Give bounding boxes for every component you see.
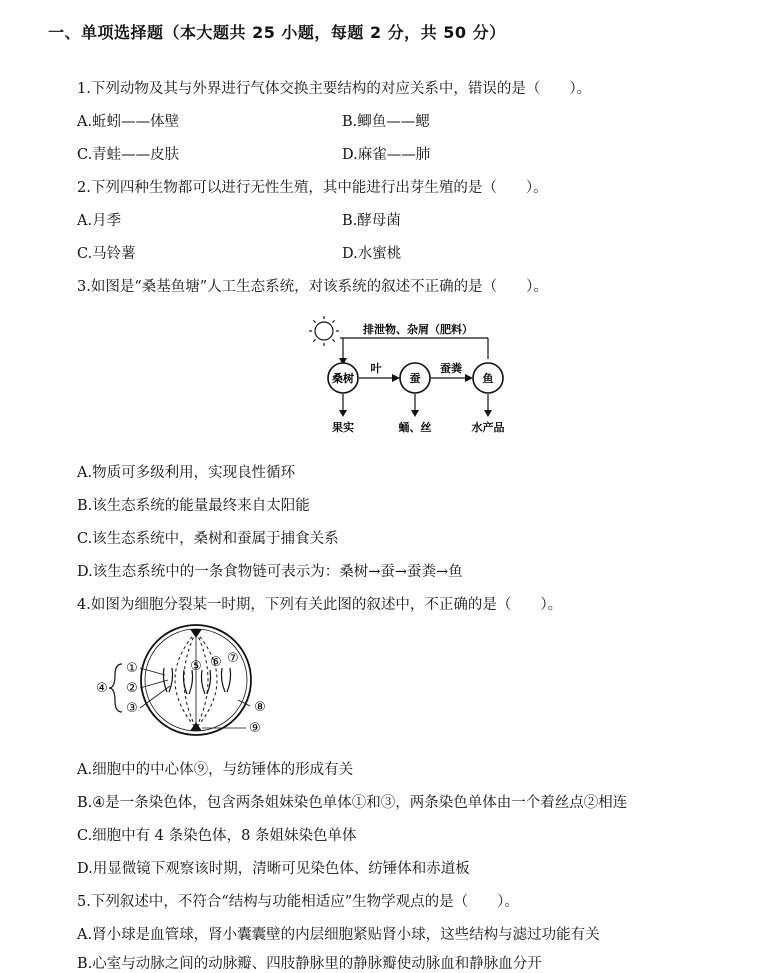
output-cocoon: 蛹、丝 [398, 421, 432, 434]
sun-icon [309, 316, 339, 346]
label-6: ⑥ [210, 655, 222, 670]
question-2-option-a[interactable]: A.月季 [77, 213, 122, 229]
arrow-leaf-label: 叶 [370, 362, 382, 375]
question-1-option-a[interactable]: A.蚯蚓——体壁 [77, 114, 180, 130]
section-title: 一、单项选择题（本大题共 25 小题，每题 2 分，共 50 分） [48, 23, 506, 42]
question-1-option-c[interactable]: C.青蛙——皮肤 [77, 147, 180, 163]
question-2-option-c[interactable]: C.马铃薯 [77, 246, 136, 262]
question-2-option-b[interactable]: B.酵母菌 [342, 213, 401, 229]
label-7: ⑦ [227, 651, 239, 666]
brace [109, 664, 122, 712]
label-3: ③ [126, 701, 138, 716]
top-feedback-line [340, 338, 488, 359]
label-8: ⑧ [254, 700, 266, 715]
down-arrow-3-head [484, 410, 492, 417]
node-silkworm-label: 蚕 [409, 372, 421, 385]
question-3-option-c[interactable]: C.该生态系统中，桑树和蚕属于捕食关系 [77, 531, 339, 547]
down-arrow-1-head [339, 410, 347, 417]
question-3-option-a[interactable]: A.物质可多级利用，实现良性循环 [77, 465, 296, 481]
question-3-stem: 3.如图是“桑基鱼塘”人工生态系统，对该系统的叙述不正确的是（ ）。 [77, 279, 548, 295]
question-3-option-b[interactable]: B.该生态系统的能量最终来自太阳能 [77, 498, 310, 514]
node-mulberry-label: 桑树 [332, 372, 354, 385]
label-leader-lines-right [202, 700, 250, 728]
cell-division-diagram [92, 620, 278, 744]
output-aquatic: 水产品 [471, 421, 505, 434]
question-3-option-d[interactable]: D.该生态系统中的一条食物链可表示为：桑树→蚕→蚕粪→鱼 [77, 564, 463, 580]
arrow-leaf-head [392, 374, 400, 382]
label-1: ① [126, 661, 138, 676]
label-5: ⑤ [190, 659, 202, 674]
question-1-stem: 1.下列动物及其与外界进行气体交换主要结构的对应关系中，错误的是（ ）。 [77, 81, 592, 97]
question-4-option-d[interactable]: D.用显微镜下观察该时期，清晰可见染色体、纺锤体和赤道板 [77, 861, 470, 877]
label-9: ⑨ [249, 721, 261, 736]
node-fish-label: 鱼 [482, 372, 494, 385]
question-1-option-b[interactable]: B.鲫鱼——鳃 [342, 114, 430, 130]
down-arrow-2-head [411, 410, 419, 417]
question-1-option-d[interactable]: D.麻雀——肺 [342, 147, 431, 163]
question-4-option-c[interactable]: C.细胞中有 4 条染色体，8 条姐妹染色单体 [77, 828, 357, 844]
output-fruit: 果实 [332, 421, 354, 434]
question-5-option-b[interactable]: B.心室与动脉之间的动脉瓣、四肢静脉里的静脉瓣使动脉血和静脉血分开 [77, 956, 542, 972]
centriole-bottom [190, 722, 202, 731]
question-5-stem: 5.下列叙述中，不符合“结构与功能相适应”生物学观点的是（ ）。 [77, 894, 519, 910]
ecosystem-diagram [296, 314, 518, 438]
question-2-stem: 2.下列四种生物都可以进行无性生殖，其中能进行出芽生殖的是（ ）。 [77, 180, 548, 196]
arrow-dung-head [465, 374, 473, 382]
label-4: ④ [96, 681, 108, 696]
label-2: ② [126, 681, 138, 696]
question-4-option-b[interactable]: B.④是一条染色体，包含两条姐妹染色单体①和③，两条染色单体由一个着丝点②相连 [77, 795, 628, 811]
question-4-stem: 4.如图为细胞分裂某一时期，下列有关此图的叙述中，不正确的是（ ）。 [77, 597, 563, 613]
fertilizer-label: 排泄物、杂屑（肥料） [363, 323, 473, 336]
question-4-option-a[interactable]: A.细胞中的中心体⑨，与纺锤体的形成有关 [77, 762, 354, 778]
arrow-dung-label: 蚕粪 [440, 362, 462, 375]
question-5-option-a[interactable]: A.肾小球是血管球，肾小囊囊壁的内层细胞紧贴肾小球，这些结构与滤过功能有关 [77, 927, 600, 943]
question-2-option-d[interactable]: D.水蜜桃 [342, 246, 402, 262]
